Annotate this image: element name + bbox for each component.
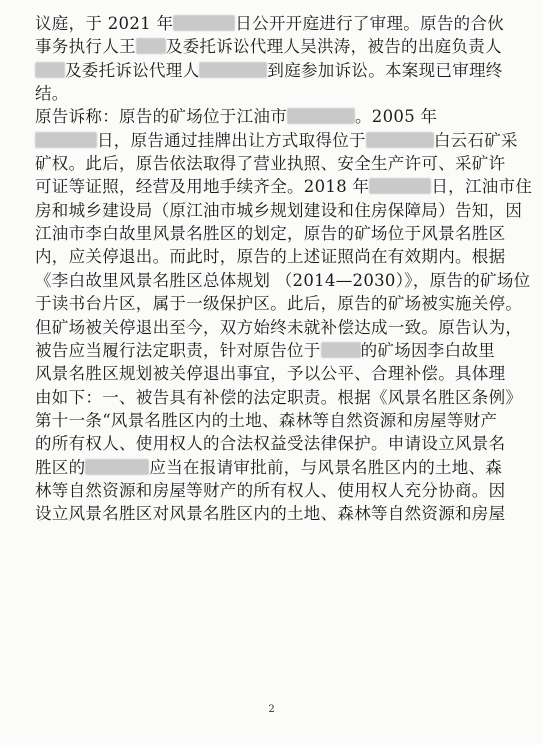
text-line [35,316,522,339]
text-segment: 江油市李白故里风景名胜区的划定，原告的矿场位于风景名胜区 [35,224,506,243]
text-segment: 于读书台片区，属于一级保护区。此后，原告的矿场被实施关停。 [35,294,523,313]
text-segment: 胜区的 [35,458,86,477]
text-line [35,12,504,35]
text-segment: 可证等证照，经营及用地手续齐全。2018 年 [35,177,370,196]
redaction-block [173,15,235,31]
redaction-block [136,38,166,54]
text-segment: 林等自然资源和房屋等财产的所有权人、使用权人充分协商。因 [35,481,506,500]
text-line [35,222,505,245]
text-segment: 内，应关停退出。而此时，原告的上述证照尚在有效期内。根据 [35,247,506,266]
text-line [35,432,505,455]
text-line [35,269,530,292]
text-segment: 及委托诉讼代理人 [65,61,200,80]
text-line [35,362,505,385]
text-line [35,386,522,409]
text-segment: 第十一条“风景名胜区内的土地、森林等自然资源和房屋等财产 [35,411,498,430]
redaction-block [321,342,361,358]
redaction-block [369,178,431,194]
text-segment: 风景名胜区规划被关停退出事宜，予以公平、合理补偿。具体理 [35,364,506,383]
text-segment: 白云石矿采 [433,131,518,150]
redaction-block [85,459,149,475]
text-segment: 的所有权人、使用权人的合法权益受法律保护。申请设立风景名 [35,434,506,453]
text-line [35,245,505,268]
text-line [35,129,518,152]
text-segment: 被告应当履行法定职责，针对原告位于 [35,341,321,360]
text-segment: 房和城乡建设局（原江油市城乡规划建设和住房保障局）告知，因 [35,201,523,220]
redaction-block [287,108,355,124]
text-segment: 及委托诉讼代理人吴洪涛，被告的出庭负责人 [165,37,502,56]
text-segment: 的矿场因李白故里 [360,341,496,360]
text-line [35,152,505,175]
text-segment: 《李白故里风景名胜区总体规划 （2014—2030）》，原告的矿场位 [35,271,531,290]
redaction-block [199,62,267,78]
text-segment: 矿权。此后，原告依法取得了营业执照、安全生产许可、采矿许 [35,154,506,173]
redaction-block [366,132,434,148]
text-segment: 由如下：一、被告具有补偿的法定职责。根据《风景名胜区条例》 [35,388,523,407]
text-segment: 日，江油市住 [431,177,533,196]
text-line [35,199,522,222]
text-segment: 设立风景名胜区对风景名胜区内的土地、森林等自然资源和房屋 [35,504,506,523]
text-segment: 结。 [35,84,69,103]
text-line [35,502,505,525]
page-number: 2 [268,704,275,715]
text-line [35,409,497,432]
text-line [35,456,502,479]
text-segment: 到庭参加诉讼。本案现已审理终 [267,61,503,80]
text-segment: 应当在报请审批前，与风景名胜区内的土地、森 [149,458,503,477]
text-segment: 议庭，于 2021 年 [35,14,174,33]
text-segment: 原告诉称：原告的矿场位于江油市 [35,107,287,126]
text-line [35,35,502,58]
text-line [35,105,437,128]
text-line [35,479,505,502]
text-line [35,82,69,105]
text-line [35,292,522,315]
text-segment: 日，原告通过挂牌出让方式取得位于 [97,131,366,150]
text-segment: 但矿场被关停退出至今，双方始终未就补偿达成一致。原告认为， [35,318,523,337]
text-segment: 日公开开庭进行了审理。原告的合伙 [235,14,505,33]
text-line [35,339,495,362]
redaction-block [35,62,65,78]
text-segment: 事务执行人王 [35,37,136,56]
text-line [35,59,503,82]
redaction-block [35,132,97,148]
text-segment: 。2005 年 [355,107,438,126]
text-line [35,175,532,198]
